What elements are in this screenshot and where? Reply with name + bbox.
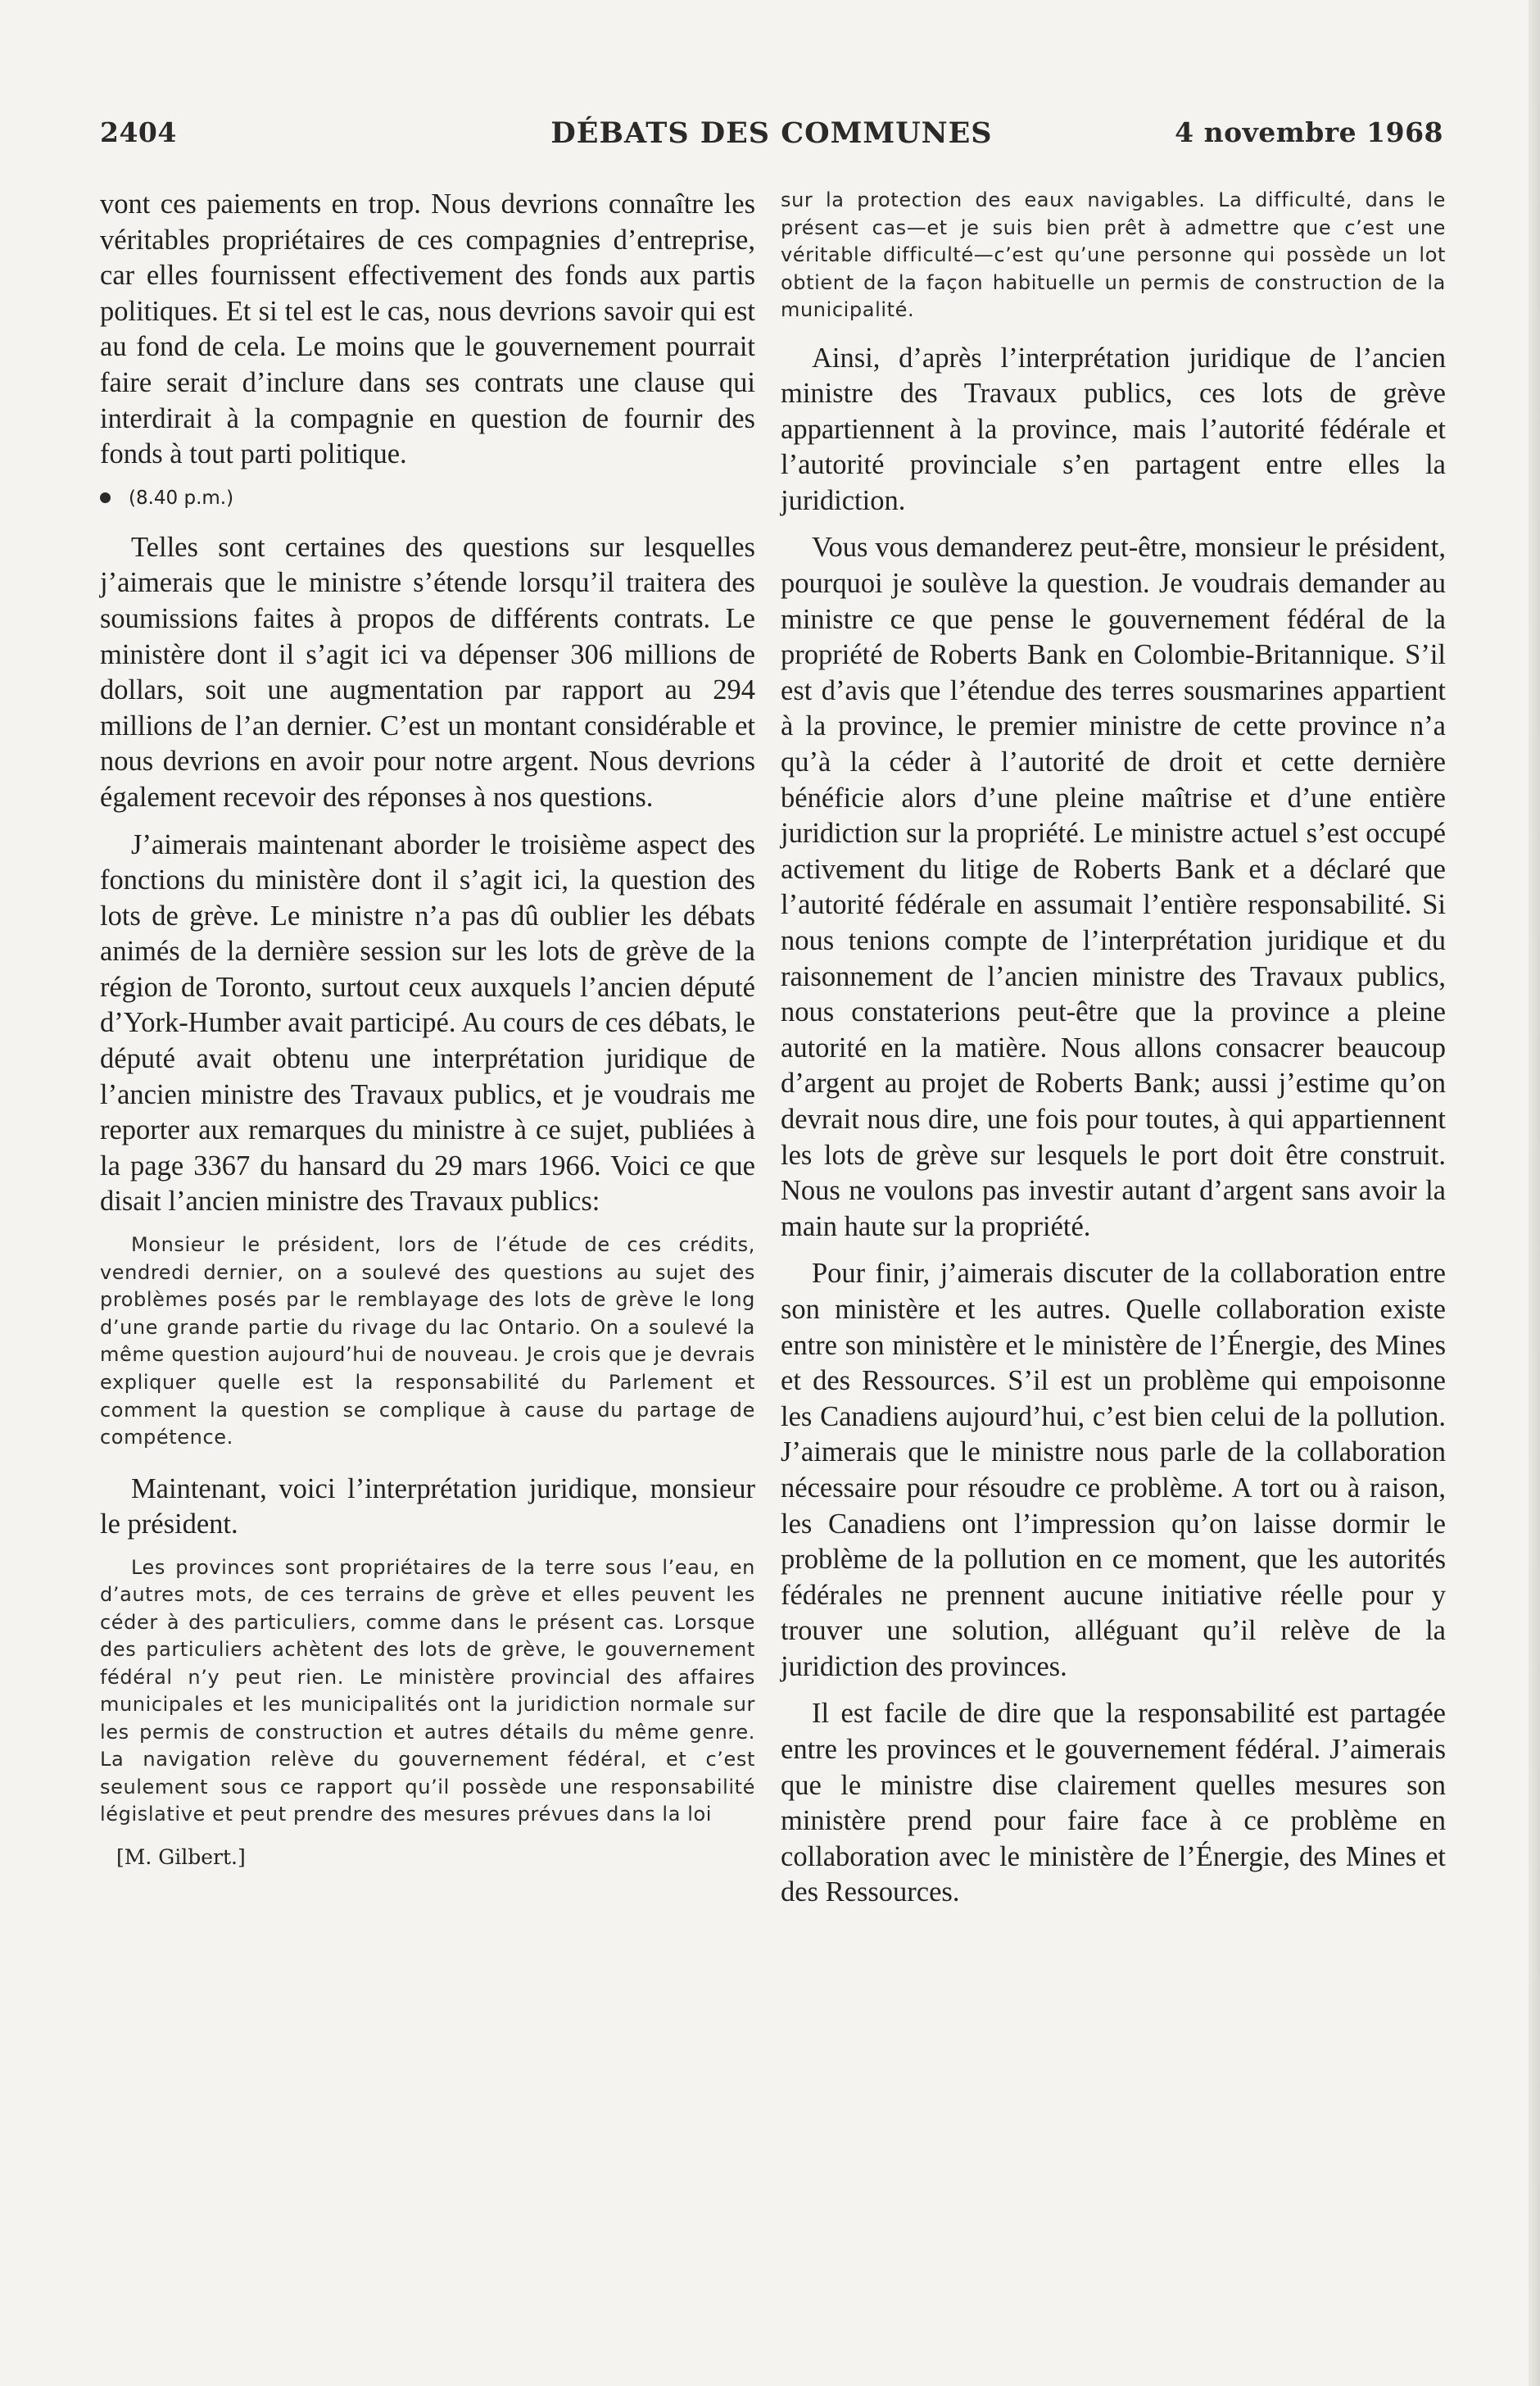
- right-column: [781, 187, 1446, 1922]
- paragraph: vont ces paiements en trop. Nous devrions connaître les véritables propriétaires de ces compagnies d’entreprise, car elles fournissent effectivement des fonds aux partis politiques. Et si tel est le cas, nous devrions savoir qui est au fond de cela. Le moins que le gouvernement pourrait faire serait d’inclure dans ses contrats une clause qui interdirait à la compagnie en question de fournir des fonds à tout parti politique.: [100, 188, 755, 470]
- paragraph: Pour finir, j’aimerais discuter de la collaboration entre son ministère et les autres. Quelle collaboration existe entre son ministère et le ministère de l’Énergie, des Mines et des Ressources. S’il est un problème qui empoisonne les Canadiens aujourd’hui, c’est bien celui de la pollution. J’aimerais que le ministre nous parle de la collaboration nécessaire pour résoudre ce problème. A tort ou à raison, les Canadiens ont l’impression qu’on laisse dormir le problème de la pollution en ce moment, que les autorités fédérales ne prennent aucune initiative réelle pour y trouver une solution, alléguant qu’il relève de la juridiction des provinces.: [781, 1258, 1446, 1682]
- left-column: [100, 187, 755, 1869]
- paragraph: Vous vous demanderez peut-être, monsieur le président, pourquoi je soulève la question. Je voudrais demander au ministre ce que pense le gouvernement fédéral de la propriété de Roberts Bank en Colombie-Britannique. S’il est d’avis que l’étendue des terres sousmarines appartient à la province, le premier ministre de cette province n’a qu’à la céder à l’autorité de droit et cette dernière bénéficie alors d’une pleine maîtrise et d’une entière juridiction sur la propriété. Le ministre actuel s’est occupé activement du litige de Roberts Bank et a déclaré que l’autorité fédérale en assumait l’entière responsabilité. Si nous tenions compte de l’interprétation juridique et du raisonnement de l’ancien ministre des Travaux publics, nous constaterions peut-être que la province a pleine autorité en la matière. Nous allons consacrer beaucoup d’argent au projet de Roberts Bank; aussi j’estime qu’on devrait nous dire, une fois pour toutes, à qui appartiennent les lots de grève sur lesquels le port doit être construit. Nous ne voulons pas investir autant d’argent sans avoir la main haute sur la propriété.: [781, 532, 1446, 1242]
- page-number: 2404: [100, 116, 177, 148]
- block-quote: Les provinces sont propriétaires de la terre sous l’eau, en d’autres mots, de ces terrains de grève et elles peuvent les céder à des particuliers, comme dans le présent cas. Lorsque des particuliers achètent des lots de grève, le gouvernement fédéral n’y peut rien. Le ministère provincial des affaires municipales et les municipalités ont la juridiction normale sur les permis de construction et autres détails du même genre. La navigation relève du gouvernement fédéral, et c’est seulement sous ce rapport qu’il possède une responsabilité législative et peut prendre des mesures prévues dans la loi: [100, 1555, 755, 1826]
- time-label: (8.40 p.m.): [129, 487, 234, 509]
- speaker-attribution: [M. Gilbert.]: [116, 1844, 246, 1869]
- paragraph: Il est facile de dire que la responsabilité est partagée entre les provinces et le gouvernement fédéral. J’aimerais que le ministre dise clairement quelles mesures son ministère prend pour faire face à ce problème en collaboration avec le ministère de l’Énergie, des Mines et des Ressources.: [781, 1698, 1446, 1908]
- paragraph: J’aimerais maintenant aborder le troisième aspect des fonctions du ministère dont il s’agit ici, la question des lots de grève. Le ministre n’a pas dû oublier les débats animés de la dernière session sur les lots de grève de la région de Toronto, surtout ceux auxquels l’ancien député d’York-Humber avait participé. Au cours de ces débats, le député avait obtenu une interprétation juridique de l’ancien ministre des Travaux publics, et je voudrais me reporter aux remarques du ministre à ce sujet, publiées à la page 3367 du hansard du 29 mars 1966. Voici ce que disait l’ancien ministre des Travaux publics:: [100, 828, 755, 1218]
- block-quote: Monsieur le président, lors de l’étude de ces crédits, vendredi dernier, on a soulevé des questions au sujet des problèmes posés par le remblayage des lots de grève le long d’une grande partie du rivage du lac Ontario. On a soulevé la même question aujourd’hui de nouveau. Je crois que je devrais expliquer quelle est la responsabilité du Parlement et comment la question se complique à cause du partage de compétence.: [100, 1233, 755, 1449]
- paragraph: Telles sont certaines des questions sur lesquelles j’aimerais que le ministre s’étende lorsqu’il traitera des soumissions faites à propos de différents contrats. Le ministère dont il s’agit ici va dépenser 306 millions de dollars, soit une augmentation par rapport au 294 millions de l’an dernier. C’est un montant considérable et nous devrions en avoir pour notre argent. Nous devrions également recevoir des réponses à nos questions.: [100, 531, 755, 813]
- page-header: [100, 116, 1443, 157]
- page-edge: [1529, 0, 1540, 2386]
- paragraph: Ainsi, d’après l’interprétation juridique de l’ancien ministre des Travaux publics, ces lots de grève appartiennent à la province, mais l’autorité fédérale et l’autorité provinciale s’en partagent entre elles la juridiction.: [781, 342, 1446, 516]
- paragraph: Maintenant, voici l’interprétation juridique, monsieur le président.: [100, 1472, 755, 1540]
- bullet-icon: [100, 492, 111, 503]
- block-quote-continued: sur la protection des eaux navigables. La difficulté, dans le présent cas—et je suis bien prêt à admettre que c’est une véritable difficulté—c’est qu’une personne qui possède un lot obtient de la façon habituelle un permis de construction de la municipalité.: [781, 188, 1446, 321]
- publication-date: 4 novembre 1968: [1175, 116, 1443, 148]
- publication-title: DÉBATS DES COMMUNES: [550, 116, 993, 150]
- time-marker: [100, 488, 755, 509]
